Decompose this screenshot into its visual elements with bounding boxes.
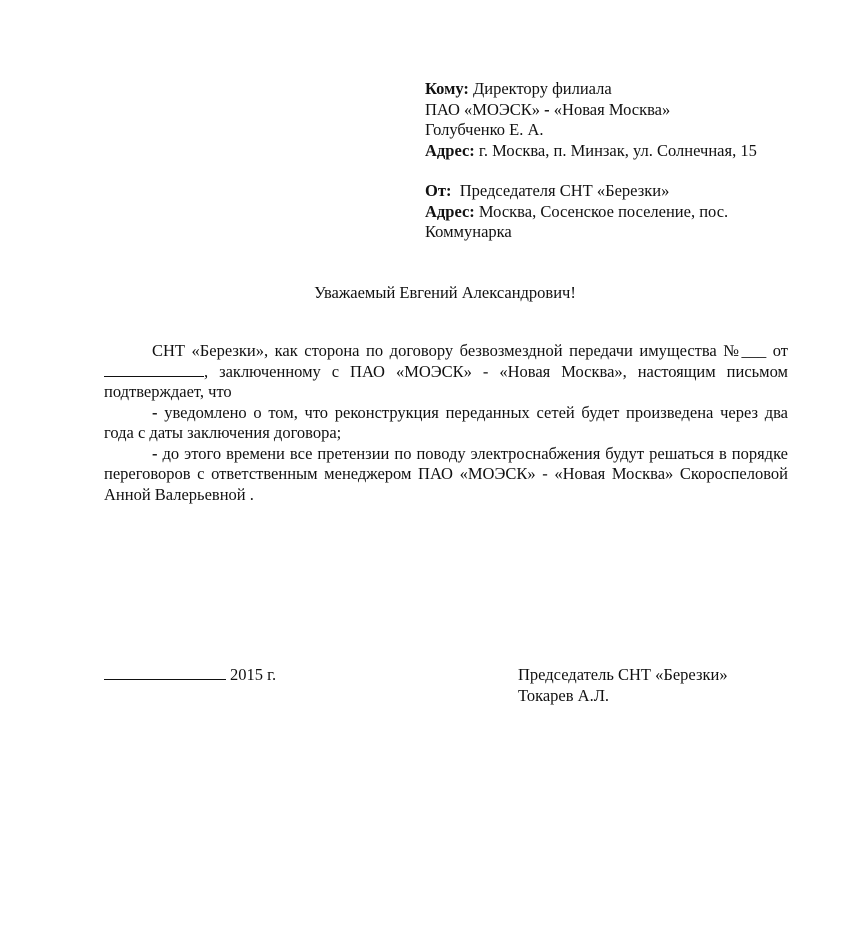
signer-name: Токарев А.Л.: [518, 685, 610, 705]
body-paragraph-1: [104, 341, 788, 403]
to-value: Директору филиала: [472, 79, 612, 98]
signature-block: [518, 665, 728, 706]
recipient-address-label: Адрес:: [425, 140, 475, 160]
to-label: Кому:: [425, 79, 469, 98]
body-item-2: [104, 444, 788, 506]
org-separator: -: [540, 99, 554, 119]
recipient-name: Голубченко Е. А.: [425, 120, 544, 139]
day-blank-line: [104, 665, 226, 680]
org-line: [425, 100, 825, 121]
to-line: [425, 79, 825, 100]
signer-title: Председатель СНТ «Березки»: [518, 665, 728, 684]
header-block: [425, 79, 825, 243]
org-name: ПАО «МОЭСК»: [425, 99, 541, 119]
date-blank-line: [104, 362, 204, 377]
paragraph-1-text: СНТ «Березки», как сторона по договору безвозмездной передачи имущества №___: [152, 341, 767, 360]
paragraph-1-from: от: [772, 341, 789, 360]
greeting: Уважаемый Евгений Александрович!: [314, 283, 576, 302]
sender-address-label: Адрес:: [425, 201, 475, 221]
sender-address-line: [425, 202, 825, 223]
item-2-text: до этого времени все претензии по поводу электроснабжения будут решаться в порядке переговоров с ответственным менеджером ПАО «МОЭСК» - «Новая Москва» Скороспеловой Анной Валерьевной .: [104, 443, 788, 504]
recipient-address-value: г. Москва, п. Минзак, ул. Солнечная, 15: [478, 140, 757, 160]
from-value: Председателя СНТ «Березки»: [459, 181, 670, 200]
body-item-1: [104, 403, 788, 444]
item-2-dash: -: [152, 443, 158, 463]
sender-address-value-2: Коммунарка: [425, 222, 512, 241]
paragraph-1-rest: , заключенному с ПАО «МОЭСК» - «Новая Москва», настоящим письмом подтверждает, что: [104, 361, 788, 401]
from-label: От:: [425, 181, 452, 200]
date-line: [104, 665, 276, 685]
sender-address-value-1: Москва, Сосенское поселение, пос.: [478, 201, 729, 221]
item-1-text: уведомлено о том, что реконструкция переданных сетей будет произведена через два года с даты заключения договора;: [104, 402, 788, 442]
org-branch: «Новая Москва»: [553, 99, 671, 119]
from-line: [425, 181, 825, 202]
year: 2015 г.: [230, 665, 277, 684]
letter-body: [104, 341, 788, 505]
recipient-address-line: [425, 141, 825, 162]
item-1-dash: -: [152, 402, 158, 422]
